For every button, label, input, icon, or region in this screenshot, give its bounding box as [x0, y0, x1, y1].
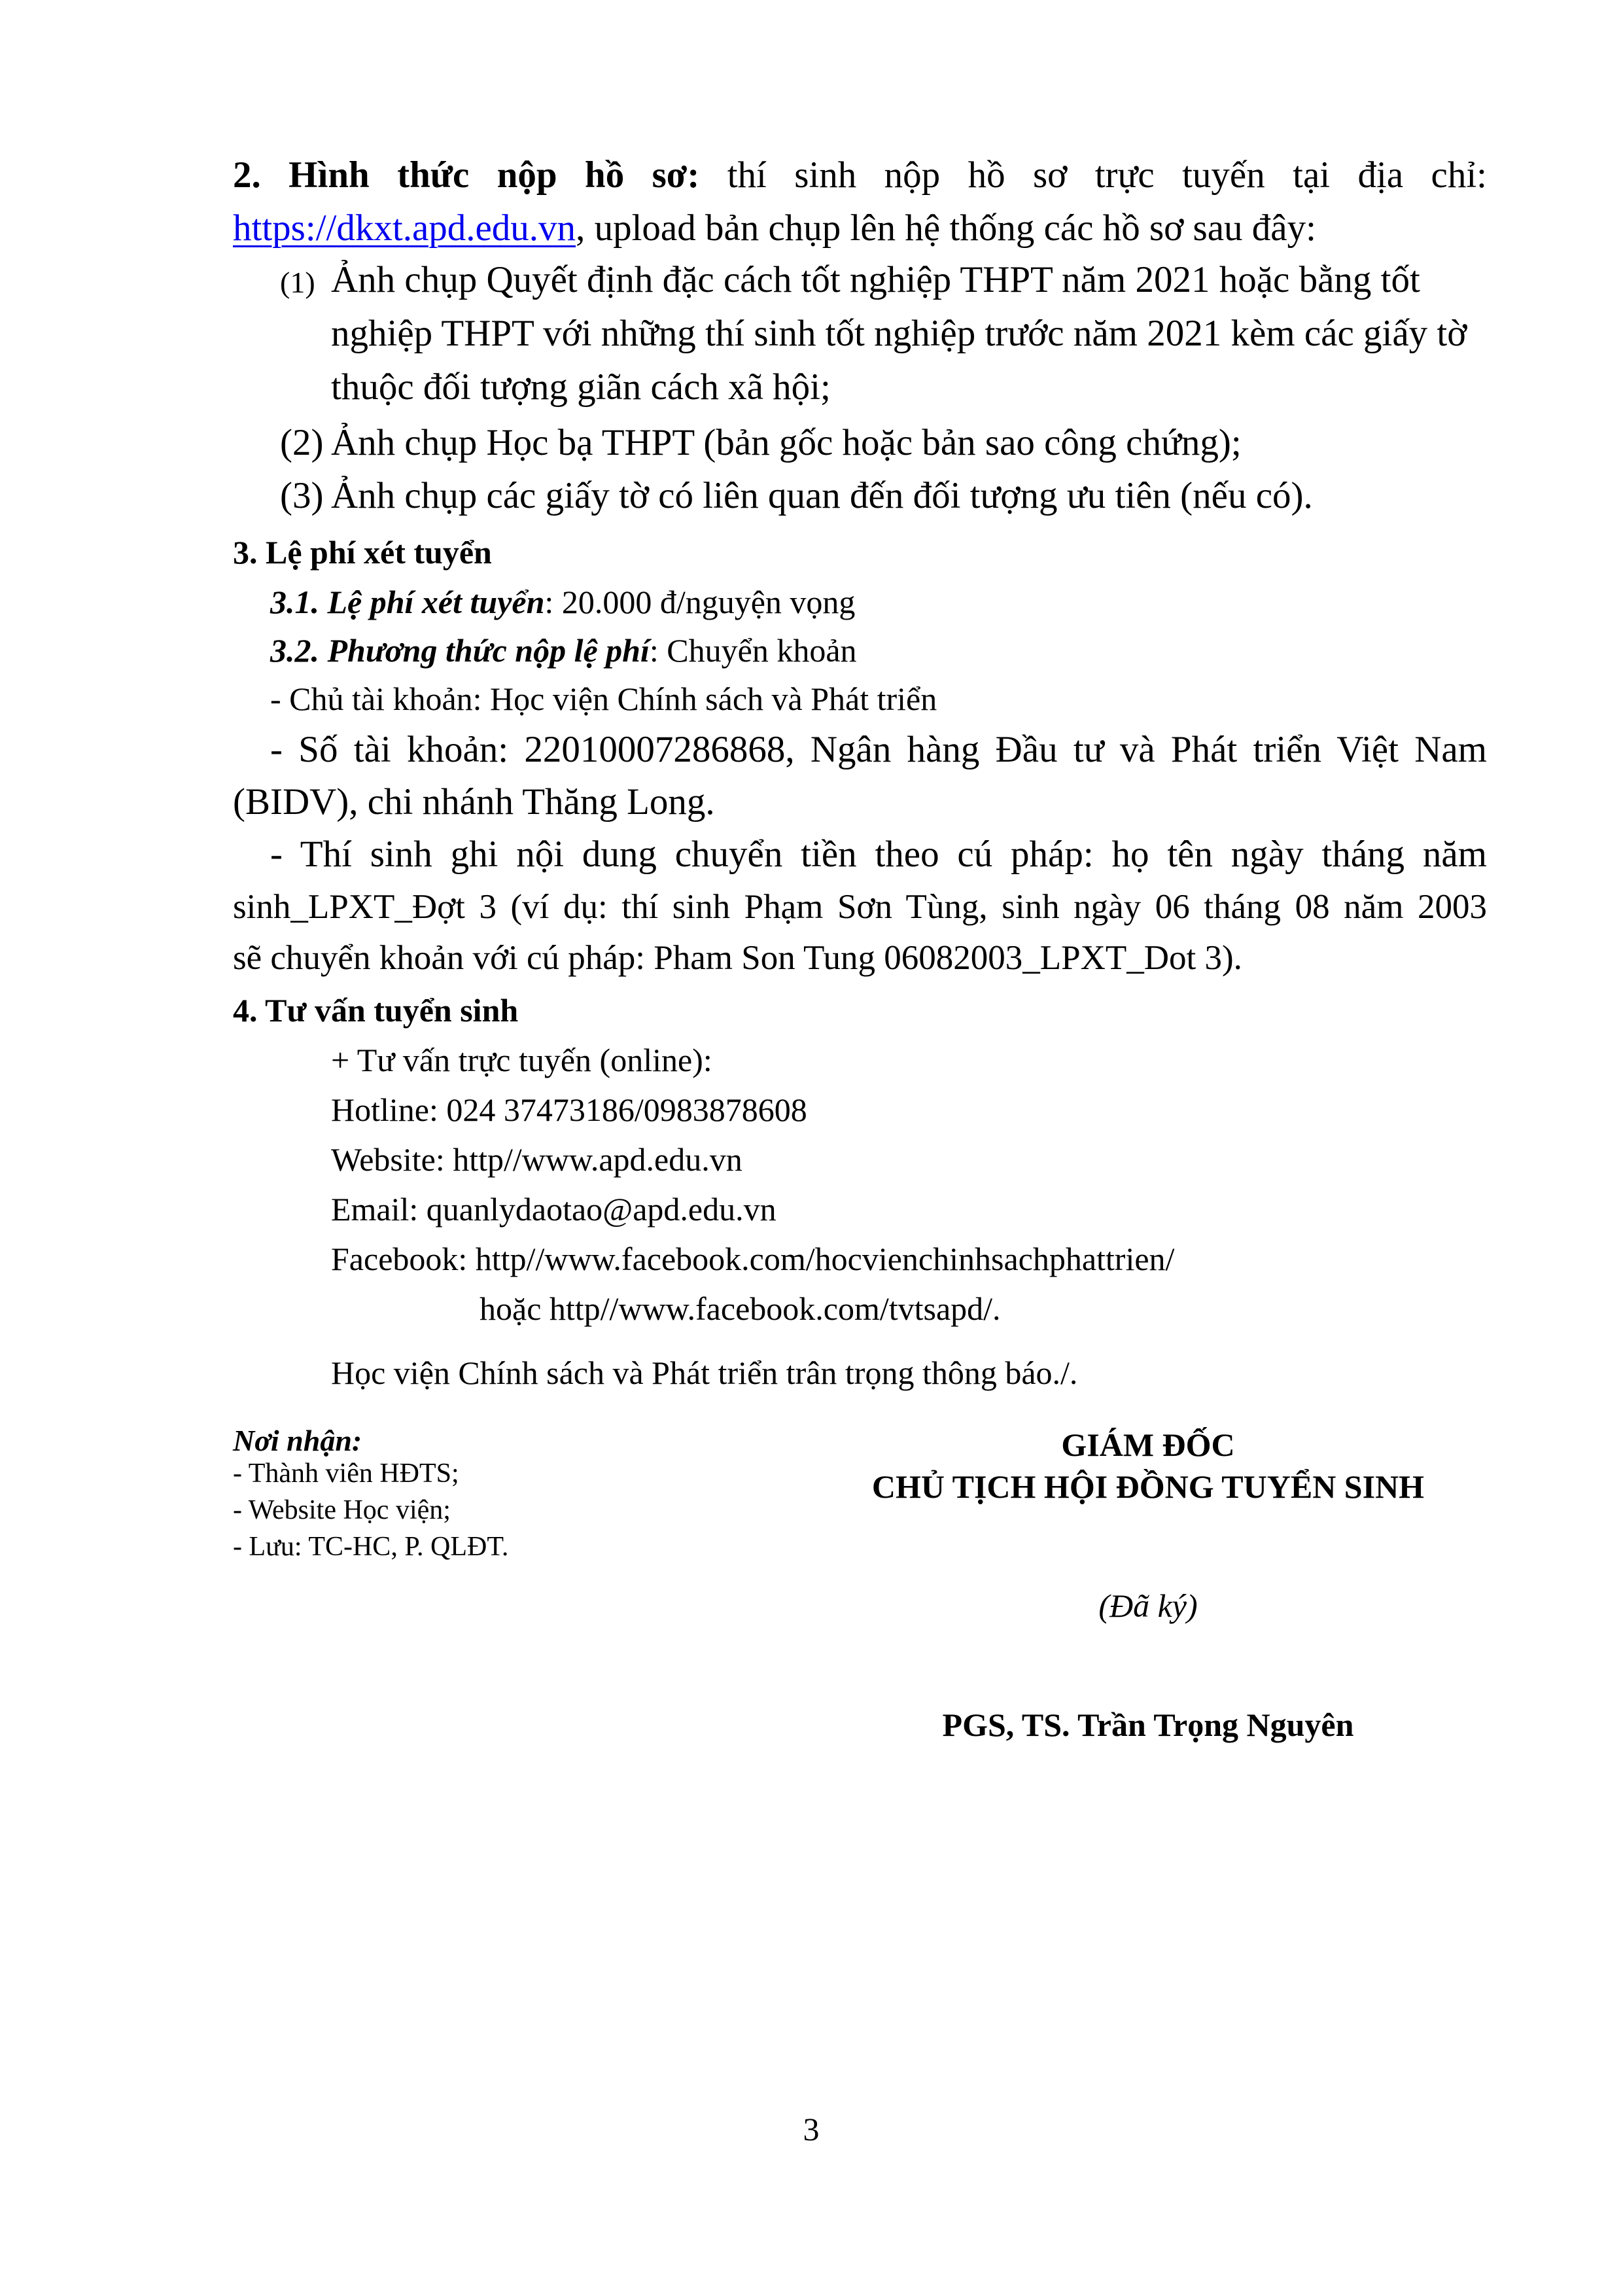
recipient-item: - Website Học viện;	[233, 1495, 451, 1525]
fee-amount-label: 3.1. Lệ phí xét tuyển	[270, 584, 545, 620]
section3-heading: 3. Lệ phí xét tuyển	[233, 534, 492, 571]
signer-title: GIÁM ĐỐC	[1061, 1426, 1235, 1463]
item-1-line-3: thuộc đối tượng giãn cách xã hội;	[331, 366, 831, 408]
email: Email: quanlydaotao@apd.edu.vn	[331, 1191, 777, 1227]
transfer-syntax-line2: sinh_LPXT_Đợt 3 (ví dụ: thí sinh Phạm Sơn Tùng, sinh ngày 06 tháng 08 năm 2003	[233, 888, 1487, 926]
payment-method-label: 3.2. Phương thức nộp lệ phí	[270, 632, 650, 669]
section2-line1	[233, 152, 1487, 199]
hotline: Hotline: 024 37473186/0983878608	[331, 1091, 807, 1128]
item-2-number: (2)	[280, 422, 324, 463]
signer-name: PGS, TS. Trần Trọng Nguyên	[942, 1706, 1354, 1743]
recipients-title: Nơi nhận:	[233, 1424, 362, 1457]
item-1-line-2: nghiệp THPT với những thí sinh tốt nghiệp trước năm 2021 kèm các giấy tờ	[331, 313, 1467, 354]
online-consulting: + Tư vấn trực tuyến (online):	[331, 1042, 712, 1078]
signer-position: CHỦ TỊCH HỘI ĐỒNG TUYỂN SINH	[871, 1468, 1425, 1505]
fee-amount-value: : 20.000 đ/nguyện vọng	[544, 584, 856, 620]
facebook-line1: Facebook: http//www.facebook.com/hocvienchinhsachphattrien/	[331, 1241, 1175, 1277]
item-1-number: (1)	[280, 266, 315, 299]
item-1-line-1: Ảnh chụp Quyết định đặc cách tốt nghiệp THPT năm 2021 hoặc bằng tốt	[331, 259, 1420, 300]
fee-amount-line	[270, 578, 855, 626]
payment-method-line	[270, 627, 857, 674]
closing-statement: Học viện Chính sách và Phát triển trân trọng thông báo./.	[331, 1354, 1078, 1391]
account-number-line2: (BIDV), chi nhánh Thăng Long.	[233, 781, 715, 822]
registration-link[interactable]: https://dkxt.apd.edu.vn	[233, 207, 576, 249]
recipient-item: - Lưu: TC-HC, P. QLĐT.	[233, 1532, 509, 1562]
signed-note: (Đã ký)	[1098, 1587, 1198, 1624]
item-2-line-1: Ảnh chụp Học bạ THPT (bản gốc hoặc bản sao công chứng);	[331, 422, 1242, 463]
transfer-syntax-line3: sẽ chuyển khoản với cú pháp: Pham Son Tung 06082003_LPXT_Dot 3).	[233, 939, 1242, 977]
item-3-number: (3)	[280, 475, 324, 516]
website: Website: http//www.apd.edu.vn	[331, 1141, 742, 1178]
section2-line1-text: thí sinh nộp hồ sơ trực tuyến tại địa chỉ:	[699, 154, 1487, 196]
section2-line2-text: , upload bản chụp lên hệ thống các hồ sơ sau đây:	[576, 207, 1316, 249]
section4-heading: 4. Tư vấn tuyển sinh	[233, 992, 519, 1029]
account-number-line1: - Số tài khoản: 22010007286868, Ngân hàng Đầu tư và Phát triển Việt Nam	[270, 729, 1487, 770]
item-3-line-1: Ảnh chụp các giấy tờ có liên quan đến đối tượng ưu tiên (nếu có).	[331, 475, 1313, 516]
section2-line2	[233, 205, 1316, 252]
page-number: 3	[803, 2111, 820, 2147]
facebook-line2: hoặc http//www.facebook.com/tvtsapd/.	[480, 1290, 1001, 1327]
transfer-syntax-line1: - Thí sinh ghi nội dung chuyển tiền theo cú pháp: họ tên ngày tháng năm	[270, 834, 1487, 875]
account-holder: - Chủ tài khoản: Học viện Chính sách và Phát triển	[270, 680, 937, 717]
payment-method-value: : Chuyển khoản	[649, 632, 857, 669]
recipient-item: - Thành viên HĐTS;	[233, 1458, 459, 1489]
section2-heading: 2. Hình thức nộp hồ sơ:	[233, 154, 700, 196]
